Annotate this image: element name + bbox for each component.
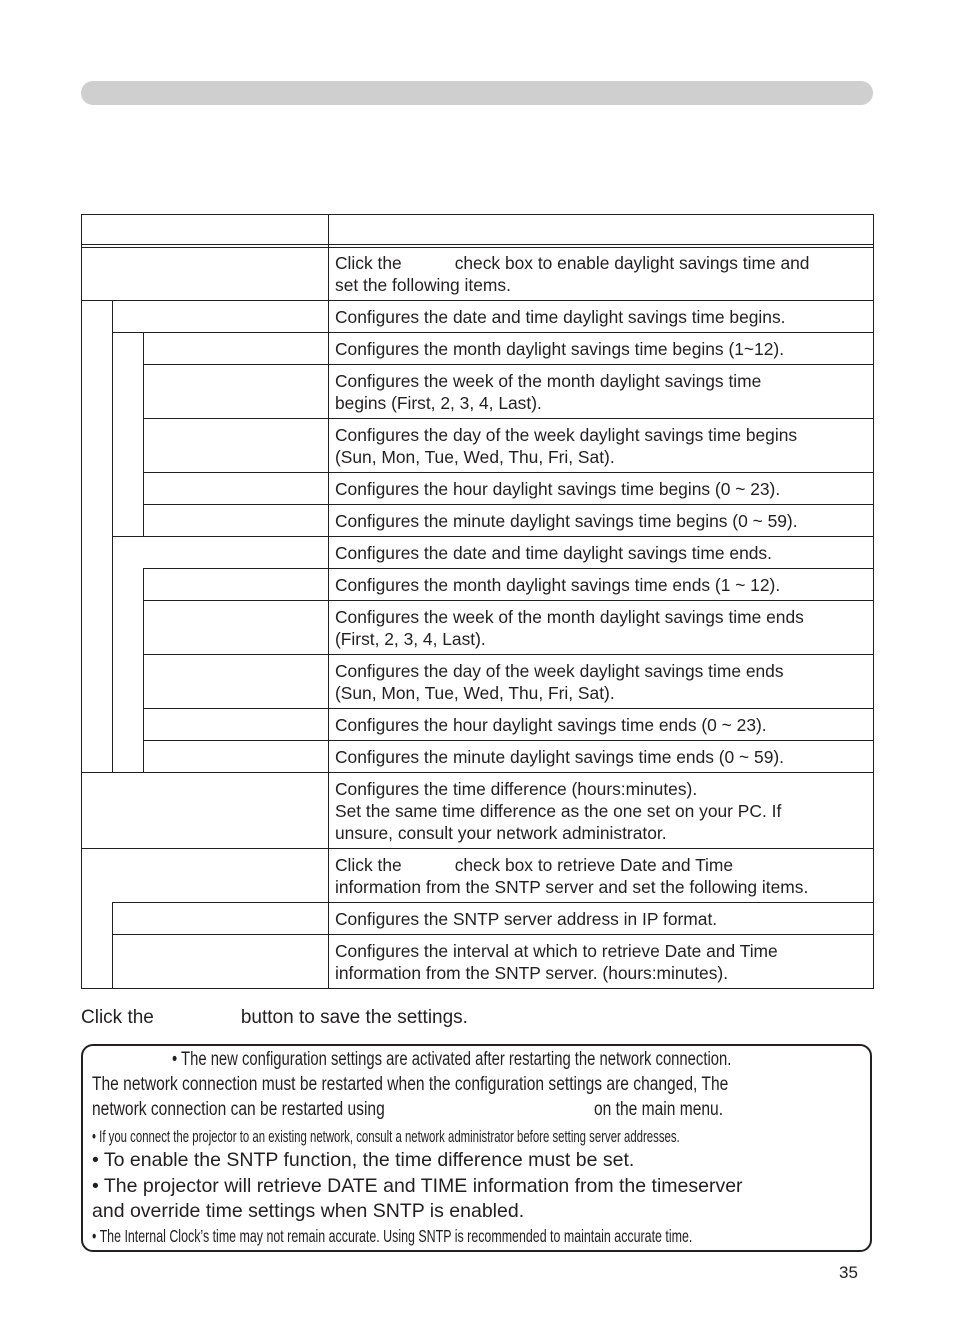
row-end-description: Configures the date and time daylight savings time ends.	[335, 543, 772, 563]
note-line-8	[92, 1226, 938, 1247]
desc-text: (Sun, Mon, Tue, Wed, Thu, Fri, Sat).	[335, 447, 615, 467]
desc-text: set the following items.	[335, 275, 511, 295]
desc-text: Configures the interval at which to retrieve Date and Time	[335, 941, 778, 961]
save-instruction	[81, 1006, 468, 1030]
row-sep	[112, 934, 874, 935]
row-start-hour-description: Configures the hour daylight savings time begins (0 ~ 23).	[335, 479, 781, 499]
row-sep	[143, 568, 874, 569]
row-end-minute-description: Configures the minute daylight savings time ends (0 ~ 59).	[335, 747, 785, 767]
page-number: 35	[839, 1263, 858, 1282]
row-sntp-enable-description	[335, 854, 871, 898]
row-time-difference-description	[335, 778, 871, 844]
note-line-1	[172, 1049, 889, 1071]
row-start-description: Configures the date and time daylight savings time begins.	[335, 307, 786, 327]
desc-text: (Sun, Mon, Tue, Wed, Thu, Fri, Sat).	[335, 683, 615, 703]
row-sep	[143, 364, 874, 365]
note-text: and override time settings when SNTP is enabled.	[92, 1200, 525, 1222]
row-sep	[143, 504, 874, 505]
desc-text: check box to retrieve Date and Time	[454, 855, 734, 875]
row-start-minute-description: Configures the minute daylight savings time begins (0 ~ 59).	[335, 511, 798, 531]
desc-text: Configures the day of the week daylight savings time ends	[335, 661, 784, 681]
desc-text: Configures the week of the month daylight savings time ends	[335, 607, 804, 627]
row-sep	[112, 536, 874, 537]
indent-line-start	[143, 332, 144, 536]
row-sep	[143, 472, 874, 473]
row-sep	[143, 418, 874, 419]
table-border-bottom	[81, 988, 874, 989]
note-text: on the main menu.	[594, 1099, 724, 1120]
header-rule-1	[81, 244, 874, 245]
row-end-day-description	[335, 660, 871, 704]
row-sep	[112, 902, 874, 903]
row-sep	[81, 300, 874, 301]
header-rule-2	[81, 247, 874, 248]
row-start-day-description	[335, 424, 871, 468]
row-sntp-interval-description	[335, 940, 871, 984]
section-header-bar	[81, 81, 873, 105]
row-dst-enable-description	[335, 252, 871, 296]
row-sep	[143, 740, 874, 741]
note-text: network connection can be restarted using	[92, 1099, 385, 1120]
row-sep	[143, 654, 874, 655]
indent-line-sntp	[112, 902, 113, 988]
note-text: The network connection must be restarted when the configuration settings are changed, The	[92, 1074, 729, 1095]
note-line-4	[92, 1127, 954, 1147]
note-line-3	[92, 1099, 449, 1121]
desc-text: Click the	[335, 253, 402, 273]
row-sep	[112, 332, 874, 333]
row-start-week-description	[335, 370, 871, 414]
row-sntp-server-description: Configures the SNTP server address in IP format.	[335, 909, 718, 929]
desc-text: Set the same time difference as the one set on your PC. If	[335, 801, 782, 821]
note-line-5	[92, 1149, 634, 1172]
row-sep	[143, 708, 874, 709]
table-border-top	[81, 214, 874, 215]
save-instruction-text: Click the	[81, 1007, 154, 1028]
desc-text: Click the	[335, 855, 402, 875]
desc-text: Configures the day of the week daylight savings time begins	[335, 425, 798, 445]
desc-text: Configures the time difference (hours:minutes).	[335, 779, 698, 799]
desc-text: check box to enable daylight savings time and	[454, 253, 810, 273]
note-line-6	[92, 1175, 743, 1198]
row-sep	[143, 600, 874, 601]
row-end-month-description: Configures the month daylight savings time ends (1 ~ 12).	[335, 575, 781, 595]
row-end-hour-description: Configures the hour daylight savings time ends (0 ~ 23).	[335, 715, 767, 735]
note-text: • The new configuration settings are activated after restarting the network connection.	[172, 1049, 732, 1070]
note-text: • The projector will retrieve DATE and TIME information from the timeserver	[92, 1175, 743, 1197]
row-end-week-description	[335, 606, 871, 650]
indent-line-end	[143, 568, 144, 772]
desc-text: information from the SNTP server. (hours:minutes).	[335, 963, 729, 983]
note-line-2	[92, 1074, 868, 1096]
save-instruction-text: button to save the settings.	[240, 1007, 468, 1028]
note-line-3-end	[594, 1099, 751, 1121]
desc-text: unsure, consult your network administrator.	[335, 823, 667, 843]
row-sep	[81, 848, 874, 849]
desc-text: begins (First, 2, 3, 4, Last).	[335, 393, 542, 413]
row-sep	[81, 772, 874, 773]
desc-text: Configures the week of the month daylight savings time	[335, 371, 762, 391]
desc-text: information from the SNTP server and set the following items.	[335, 877, 809, 897]
table-column-divider	[328, 214, 329, 989]
note-text: • The Internal Clock’s time may not remain accurate. Using SNTP is recommended to maintain accurate time.	[92, 1226, 693, 1246]
note-text: • If you connect the projector to an existing network, consult a network administrator before setting server addresses.	[92, 1127, 680, 1146]
note-line-7	[92, 1200, 524, 1223]
row-start-month-description: Configures the month daylight savings time begins (1~12).	[335, 339, 785, 359]
desc-text: (First, 2, 3, 4, Last).	[335, 629, 486, 649]
table-border-left	[81, 214, 82, 989]
table-border-right	[873, 214, 874, 989]
note-text: • To enable the SNTP function, the time difference must be set.	[92, 1149, 635, 1171]
